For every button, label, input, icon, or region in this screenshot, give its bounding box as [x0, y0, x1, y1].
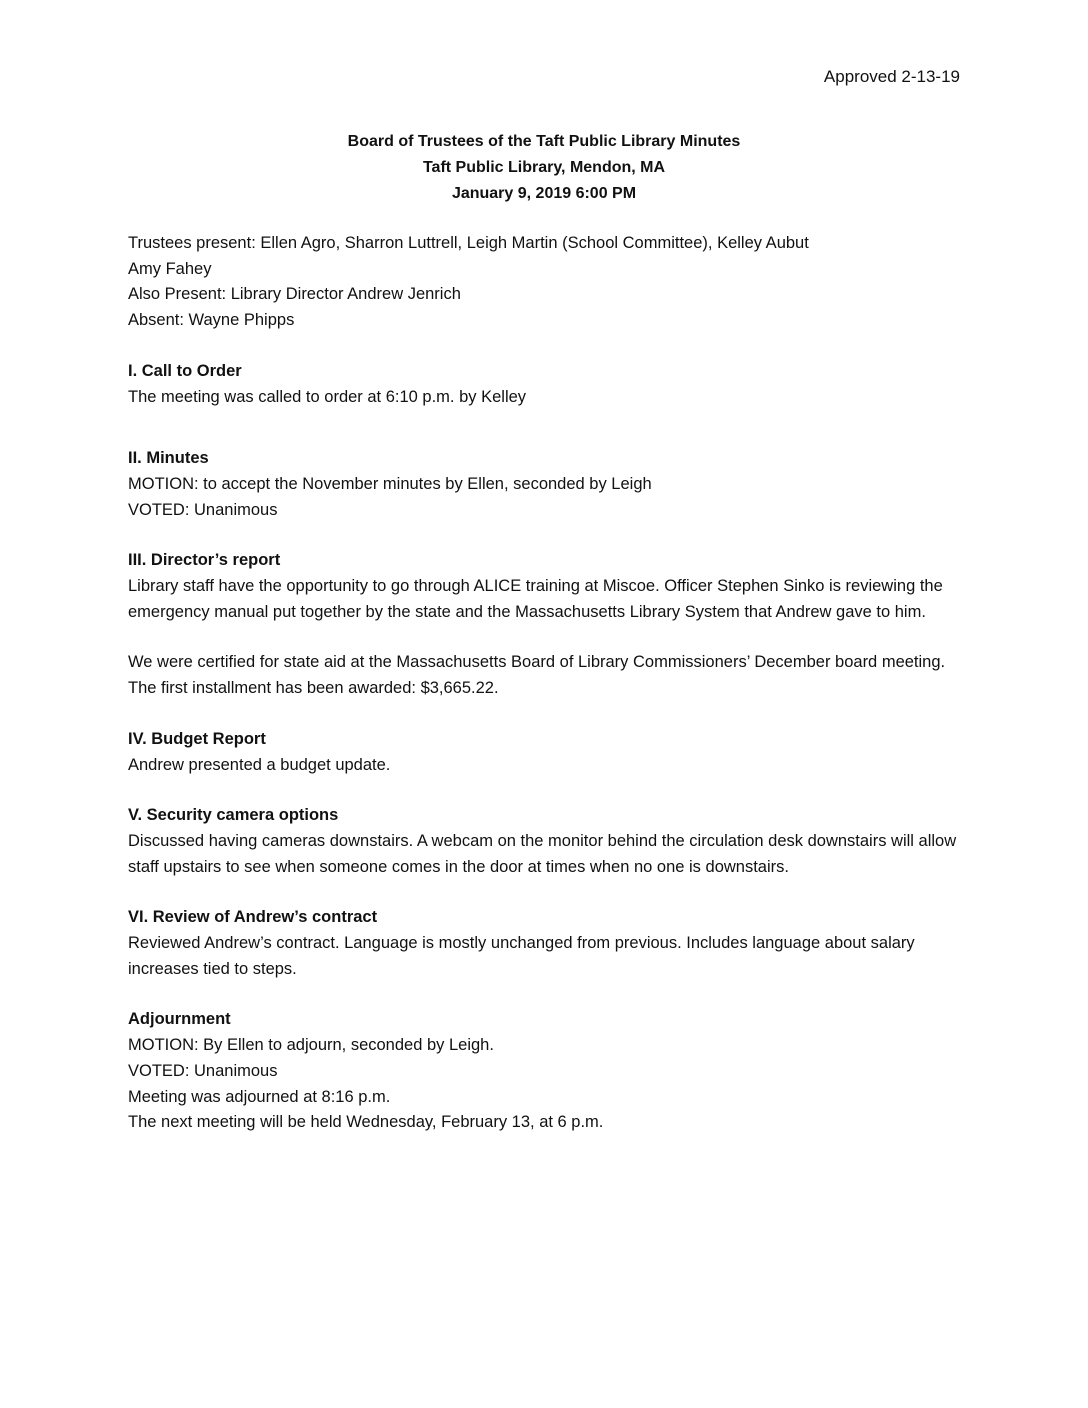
report-paragraph: Library staff have the opportunity to go through ALICE training at Miscoe. Officer Stephen Sinko is reviewing the emergency manual put together by the state and the Massachusetts Library System that Andrew gave to him.	[128, 577, 943, 621]
absent: Absent: Wayne Phipps	[128, 311, 295, 330]
trustees-present-continued: Amy Fahey	[128, 259, 212, 278]
section-text: Andrew presented a budget update.	[128, 755, 391, 774]
section-title: VI. Review of Andrew’s contract	[128, 908, 378, 927]
document-location: Taft Public Library, Mendon, MA	[422, 159, 666, 176]
section-title: II. Minutes	[128, 449, 209, 468]
attendance-block	[128, 231, 968, 334]
section-security-camera	[128, 803, 968, 880]
approval-note: Approved 2-13-19	[823, 67, 960, 86]
motion-text: MOTION: By Ellen to adjourn, seconded by Leigh.	[128, 1036, 494, 1055]
section-title: IV. Budget Report	[128, 729, 266, 748]
vote-text: VOTED: Unanimous	[128, 1061, 278, 1080]
section-text: Reviewed Andrew’s contract. Language is mostly unchanged from previous. Includes language about salary increases tied to steps.	[128, 934, 915, 978]
section-call-to-order	[128, 359, 968, 410]
section-contract-review	[128, 905, 968, 982]
document-body	[128, 231, 968, 1136]
report-paragraph: We were certified for state aid at the Massachusetts Board of Library Commissioners’ December board meeting. The first installment has been awarded: $3,665.22.	[128, 653, 946, 698]
section-text: The meeting was called to order at 6:10 p.m. by Kelley	[128, 387, 527, 406]
section-budget-report	[128, 727, 968, 778]
section-minutes	[128, 446, 968, 523]
section-title: Adjournment	[128, 1010, 231, 1029]
vote-text: VOTED: Unanimous	[128, 500, 278, 519]
section-title: I. Call to Order	[128, 361, 242, 380]
document-date: January 9, 2019 6:00 PM	[451, 185, 637, 202]
motion-text: MOTION: to accept the November minutes by Ellen, seconded by Leigh	[128, 474, 652, 493]
section-title: V. Security camera options	[128, 806, 339, 825]
section-title: III. Director’s report	[128, 551, 281, 570]
document-title: Board of Trustees of the Taft Public Library Minutes	[347, 133, 741, 150]
next-meeting: The next meeting will be held Wednesday, February 13, at 6 p.m.	[128, 1113, 604, 1132]
adjourned-time: Meeting was adjourned at 8:16 p.m.	[128, 1087, 391, 1106]
section-text: Discussed having cameras downstairs. A webcam on the monitor behind the circulation desk downstairs will allow staff upstairs to see when someone comes in the door at times when no one is downstairs.	[128, 831, 957, 876]
trustees-present: Trustees present: Ellen Agro, Sharron Luttrell, Leigh Martin (School Committee), Kelley Aubut	[128, 234, 809, 252]
section-adjournment	[128, 1007, 968, 1136]
section-directors-report	[128, 548, 968, 702]
also-present: Also Present: Library Director Andrew Jenrich	[128, 285, 461, 304]
document-header	[0, 129, 1088, 207]
